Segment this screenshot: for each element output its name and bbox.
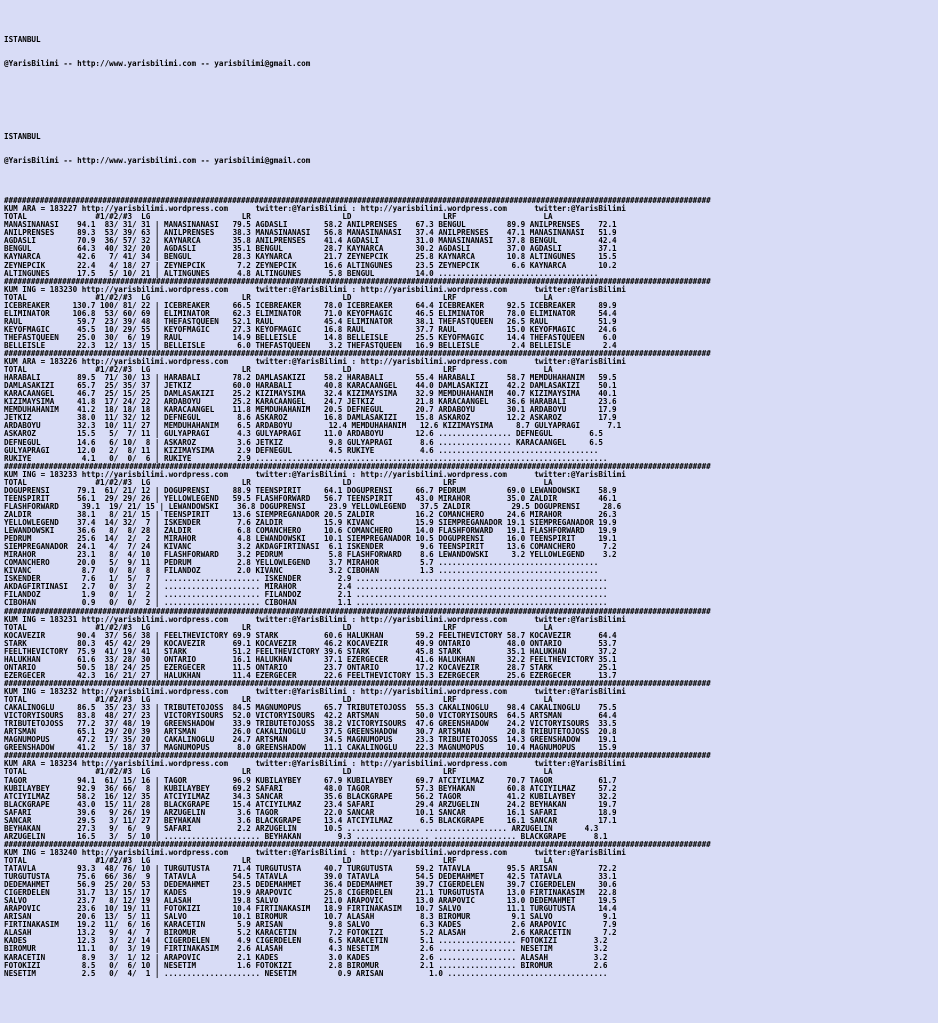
horse-row-line: ELIMINATOR 106.8 53/ 60/ 69 | ELIMINATOR 62.3 ELIMINATOR 71.0 KEYOFMAGIC 46.5 ELIMINATOR 78.0 ELIMINATOR 54.4 — [4, 308, 617, 318]
horse-row-line: ALTINGUNES 17.5 5/ 10/ 21 | ALTINGUNES 4.8 ALTINGUNES 5.8 BENGUL 14.0 ................................... — [4, 268, 599, 278]
column-header-line: TOTAL #1/#2/#3 LG LR LD LRF LA — [4, 365, 553, 375]
horse-row-line: TATAVLA 93.3 48/ 76/ 10 | TURGUTUSTA 71.4 TURGUTUSTA 40.7 TURGUTUSTA 59.2 TATAVLA 95.5 ARISAN 72.2 — [4, 864, 617, 874]
horse-row-line: ARTSMAN 65.1 29/ 20/ 39 | ARTSMAN 26.0 CAKALINOGLU 37.5 GREENSHADOW 30.7 ARTSMAN 20.8 TRIBUTETOJOSS 20.8 — [4, 727, 617, 737]
horse-row-line: DAMLASAKIZI 65.7 25/ 35/ 37 | JETKIZ 60.0 HARABALI 40.8 KARACAANGEL 44.0 DAMLASAKIZI 42.2 DAMLASAKIZI 50.1 — [4, 381, 617, 391]
horse-row-line: DEFNEGUL 14.6 6/ 10/ 8 | ASKAROZ 3.6 JETKIZ 9.8 GULYAPRAGI 8.6 ................ KARACAANGEL 6.5 — [4, 437, 603, 447]
horse-row-line: GULYAPRAGI 12.0 2/ 8/ 11 | KIZIMAYSIMA 2.9 DEFNEGUL 4.5 RUKIYE 4.6 ................................... — [4, 445, 599, 455]
column-header-line: TOTAL #1/#2/#3 LG LR LD LRF LA — [4, 622, 553, 632]
column-header-line: TOTAL #1/#2/#3 LG LR LD LRF LA — [4, 292, 553, 302]
horse-row-line: MAGNUMOPUS 47.2 17/ 35/ 20 | CAKALINOGLU 24.7 ARTSMAN 34.5 MAGNUMOPUS 23.3 TRIBUTETOJOSS 14.3 GREENSHADOW 19.1 — [4, 735, 617, 745]
horse-row-line: FIRTINAKASIM 19.2 11/ 6/ 16 | KARACETIN 5.9 ARISAN 9.8 SALVO 6.3 KADES 2.6 ARAPOVIC 7.9 — [4, 920, 617, 930]
race-tables — [4, 197, 938, 978]
column-header-line: TOTAL #1/#2/#3 LG LR LD LRF LA — [4, 767, 553, 777]
horse-row-line: COMANCHERO 20.0 5/ 9/ 11 | PEDRUM 2.8 YELLOWLEGEND 3.7 MIRAHOR 5.7 ................................... — [4, 558, 599, 568]
horse-row-line: CIBOHAN 0.9 0/ 0/ 2 | ..................... CIBOHAN 1.1 ....................................................... — [4, 598, 608, 608]
horse-row-line: TEENSPIRIT 56.1 29/ 29/ 26 | YELLOWLEGEND 59.5 FLASHFORWARD 56.7 TEENSPIRIT 43.0 MIRAHOR 35.0 ZALDIR 46.1 — [4, 493, 617, 503]
horse-row-line: SIEMPREGANADOR 24.1 4/ 7/ 24 | KIVANC 3.2 AKDAGFIRTINASI 6.1 ISKENDER 9.6 TEENSPIRIT 13.6 COMANCHERO 7.2 — [4, 542, 617, 552]
column-header-line: TOTAL #1/#2/#3 LG LR LD LRF LA — [4, 477, 553, 487]
horse-row-line: AKDAGFIRTINASI 2.7 0/ 3/ 2 | ..................... MIRAHOR 2.4 ....................................................... — [4, 582, 608, 592]
horse-row-line: BENGUL 64.3 40/ 32/ 20 | AGDASLI 35.1 BENGUL 28.7 KAYNARCA 30.2 AGDASLI 37.0 AGDASLI 37.1 — [4, 244, 617, 254]
horse-row-line: KADES 12.3 3/ 2/ 14 | CIGERDELEN 4.9 CIGERDELEN 6.5 KARACETIN 5.1 ................. FOTOKIZI 3.2 — [4, 936, 608, 946]
horse-row-line: RUKIYE 4.1 0/ 0/ 6 | RUKIYE 2.9 ............................................................................. — [4, 453, 608, 463]
horse-row-line: RAUL 59.7 23/ 39/ 48 | THEFASTQUEEN 52.1 RAUL 45.4 ELIMINATOR 38.1 THEFASTQUEEN 26.5 RAUL 51.9 — [4, 316, 617, 326]
city-title: ISTANBUL — [4, 131, 41, 141]
horse-row-line: ALASAH 13.2 9/ 4/ 7 | BIROMUR 5.2 KARACETIN 7.2 FOTOKIZI 5.2 ALASAH 2.6 KARACETIN 7.2 — [4, 928, 617, 938]
horse-row-line: ZEYNEPCIK 22.4 4/ 18/ 27 | ZEYNEPCIK 7.2 ZEYNEPCIK 16.6 ALTINGUNES 23.5 ZEYNEPCIK 6.6 KAYNARCA 10.2 — [4, 260, 617, 270]
horse-row-line: TRIBUTETOJOSS 77.2 37/ 48/ 19 | GREENSHADOW 33.9 TRIBUTETOJOSS 38.2 VICTORYISOURS 47.6 GREENSHADOW 24.2 VICTORYISOURS 33.5 — [4, 719, 617, 729]
race-header-line: KUM ING = 183232 http://yarisbilimi.wordpress.com twitter:@YarisBilimi : http://yarisbilimi.wordpress.com twitter:@YarisBilimi — [4, 686, 626, 696]
horse-row-line: EZERGECER 42.3 16/ 21/ 27 | HALUKHAN 11.4 EZERGECER 22.6 FEELTHEVICTORY 15.3 EZERGECER 25.6 EZERGECER 13.7 — [4, 670, 617, 680]
separator-line: ############################################################################################################################################################## — [4, 349, 711, 359]
site-contact-line: @YarisBilimi -- http://www.yarisbilimi.com -- yarisbilimi@gmail.com — [4, 155, 311, 165]
horse-row-line: AGDASLI 70.9 36/ 57/ 32 | KAYNARCA 35.8 ANILPRENSES 41.4 AGDASLI 31.0 MANASINANASI 37.8 BENGUL 42.4 — [4, 236, 617, 246]
horse-row-line: SALVO 23.7 8/ 12/ 19 | ALASAH 19.8 SALVO 21.0 ARAPOVIC 13.0 ARAPOVIC 13.0 DEDEMAHMET 19.5 — [4, 896, 617, 906]
horse-row-line: BEYHAKAN 27.3 9/ 6/ 9 | SAFARI 2.2 ARZUGELIN 10.5 ................ .................. ARZUGELIN 4.3 — [4, 823, 599, 833]
separator-line: ############################################################################################################################################################## — [4, 839, 711, 849]
horse-row-line: ICEBREAKER 130.7 100/ 81/ 22 | ICEBREAKER 66.5 ICEBREAKER 78.0 ICEBREAKER 64.4 ICEBREAKER 92.5 ICEBREAKER 89.9 — [4, 300, 617, 310]
separator-line: ############################################################################################################################################################## — [4, 606, 711, 616]
race-header-line: KUM ING = 183230 http://yarisbilimi.wordpress.com twitter:@YarisBilimi : http://yarisbilimi.wordpress.com twitter:@YarisBilimi — [4, 284, 626, 294]
horse-row-line: GREENSHADOW 41.2 5/ 18/ 37 | MAGNUMOPUS 8.0 GREENSHADOW 11.1 CAKALINOGLU 22.3 MAGNUMOPUS 10.4 MAGNUMOPUS 15.9 — [4, 743, 617, 753]
horse-row-line: KARACETIN 8.9 3/ 1/ 12 | ARAPOVIC 2.1 KADES 3.0 KADES 2.6 ................. ALASAH 3.2 — [4, 952, 608, 962]
column-header-line: TOTAL #1/#2/#3 LG LR LD LRF LA — [4, 695, 553, 705]
race-header-line: KUM ING = 183233 http://yarisbilimi.wordpress.com twitter:@YarisBilimi : http://yarisbilimi.wordpress.com twitter:@YarisBilimi — [4, 469, 626, 479]
horse-row-line: LEWANDOWSKI 36.6 8/ 8/ 28 | ZALDIR 6.8 COMANCHERO 10.6 COMANCHERO 14.0 FLASHFORWARD 19.1 FLASHFORWARD 19.9 — [4, 526, 617, 536]
horse-row-line: ARAPOVIC 23.6 10/ 19/ 11 | FOTOKIZI 10.4 FIRTINAKASIM 18.9 FIRTINAKASIM 10.7 SALVO 11.1 TURGUTUSTA 14.4 — [4, 904, 617, 914]
separator-line: ############################################################################################################################################################## — [4, 196, 711, 206]
column-header-line: TOTAL #1/#2/#3 LG LR LD LRF LA — [4, 212, 553, 222]
horse-row-line: ISKENDER 7.6 1/ 5/ 7 | ..................... ISKENDER 2.9 ....................................................... — [4, 574, 608, 584]
horse-row-line: FOTOKIZI 8.5 0/ 6/ 10 | NESETIM 1.6 FOTOKIZI 2.8 BIROMUR 2.1 ................. BIROMUR 2.6 — [4, 960, 608, 970]
horse-row-line: ARISAN 20.6 13/ 5/ 11 | SALVO 10.1 BIROMUR 10.7 ALASAH 8.3 BIROMUR 9.1 SALVO 9.1 — [4, 912, 617, 922]
horse-row-line: HALUKHAN 61.6 33/ 28/ 30 | ONTARIO 16.1 HALUKHAN 37.1 EZERGECER 41.6 HALUKHAN 32.2 FEELTHEVICTORY 35.1 — [4, 654, 617, 664]
horse-row-line: NESETIM 2.5 0/ 4/ 1 | ..................... NESETIM 0.9 ARISAN 1.0 ................................... — [4, 968, 608, 978]
horse-row-line: ARZUGELIN 16.5 3/ 5/ 10 | ..................... BEYHAKAN 9.3 ................ .................. BLACKGRAPE 8.1 — [4, 831, 608, 841]
race-header-line: KUM ARA = 183227 http://yarisbilimi.wordpress.com twitter:@YarisBilimi : http://yarisbilimi.wordpress.com twitter:@YarisBilimi — [4, 204, 626, 214]
separator-line: ############################################################################################################################################################## — [4, 276, 711, 286]
horse-row-line: TAGOR 94.1 61/ 15/ 16 | TAGOR 96.9 KUBILAYBEY 67.9 KUBILAYBEY 69.7 ATCIYILMAZ 70.7 TAGOR 61.7 — [4, 775, 617, 785]
race-header-line: KUM ING = 183240 http://yarisbilimi.wordpress.com twitter:@YarisBilimi : http://yarisbilimi.wordpress.com twitter:@YarisBilimi — [4, 847, 626, 857]
separator-line: ############################################################################################################################################################## — [4, 461, 711, 471]
horse-row-line: JETKIZ 38.0 11/ 32/ 12 | DEFNEGUL 8.6 ASKAROZ 16.8 DAMLASAKIZI 15.8 ASKAROZ 12.2 ASKAROZ 17.9 — [4, 413, 617, 423]
horse-row-line: KAYNARCA 42.6 7/ 41/ 34 | BENGUL 28.3 KAYNARCA 21.7 ZEYNEPCIK 25.8 KAYNARCA 10.8 ALTINGUNES 15.5 — [4, 252, 617, 262]
horse-row-line: ONTARIO 50.5 18/ 24/ 25 | EZERGECER 11.5 ONTARIO 23.7 ONTARIO 17.2 KOCAVEZIR 28.7 STARK 25.1 — [4, 662, 617, 672]
horse-row-line: STARK 80.3 45/ 42/ 29 | KOCAVEZIR 69.1 KOCAVEZIR 46.2 KOCAVEZIR 49.9 ONTARIO 48.0 ONTARIO 53.7 — [4, 638, 617, 648]
city-title: ISTANBUL — [4, 35, 41, 45]
horse-row-line: ZALDIR 38.1 8/ 21/ 15 | TEENSPIRIT 13.6 SIEMPREGANADOR 20.5 ZALDIR 16.2 COMANCHERO 24.6 MIRAHOR 26.3 — [4, 509, 617, 519]
horse-row-line: CAKALINOGLU 86.5 35/ 23/ 33 | TRIBUTETOJOSS 84.5 MAGNUMOPUS 65.7 TRIBUTETOJOSS 55.3 CAKALINOGLU 98.4 CAKALINOGLU 75.5 — [4, 703, 617, 713]
separator-line: ############################################################################################################################################################## — [4, 751, 711, 761]
horse-row-line: BLACKGRAPE 43.0 15/ 11/ 28 | BLACKGRAPE 15.4 ATCIYILMAZ 23.4 SAFARI 29.4 ARZUGELIN 24.2 BEYHAKAN 19.7 — [4, 799, 617, 809]
horse-row-line: VICTORYISOURS 83.8 48/ 27/ 23 | VICTORYISOURS 52.0 VICTORYISOURS 42.2 ARTSMAN 50.0 VICTORYISOURS 64.5 ARTSMAN 64.4 — [4, 711, 617, 721]
horse-row-line: MIRAHOR 23.1 8/ 4/ 10 | FLASHFORWARD 3.2 PEDRUM 5.8 FLASHFORWARD 8.6 LEWANDOWSKI 3.2 YELLOWLEGEND 3.2 — [4, 550, 617, 560]
horse-row-line: DOGUPRENSI 79.1 61/ 21/ 12 | DOGUPRENSI 88.9 TEENSPIRIT 64.1 DOGUPRENSI 66.7 PEDRUM 69.0 LEWANDOWSKI 58.9 — [4, 485, 617, 495]
spacer-line — [4, 109, 938, 117]
horse-row-line: KUBILAYBEY 92.9 36/ 66/ 8 | KUBILAYBEY 69.2 SAFARI 48.0 TAGOR 57.3 BEYHAKAN 60.8 ATCIYILMAZ 57.2 — [4, 783, 617, 793]
horse-row-line: TURGUTUSTA 75.6 66/ 36/ 9 | TATAVLA 54.5 TATAVLA 39.0 TATAVLA 54.5 DEDEMAHMET 42.5 TATAVLA 33.1 — [4, 872, 617, 882]
horse-row-line: FILANDOZ 1.9 0/ 1/ 2 | ..................... FILANDOZ 2.1 ....................................................... — [4, 590, 608, 600]
site-contact-line: @YarisBilimi -- http://www.yarisbilimi.com -- yarisbilimi@gmail.com — [4, 59, 311, 69]
horse-row-line: SAFARI 39.6 9/ 26/ 19 | ARZUGELIN 3.6 TAGOR 22.0 SANCAR 10.1 SANCAR 16.1 SAFARI 18.9 — [4, 807, 617, 817]
column-header-line: TOTAL #1/#2/#3 LG LR LD LRF LA — [4, 855, 553, 865]
report-header — [4, 20, 938, 181]
horse-row-line: ATCIYILMAZ 58.2 16/ 12/ 35 | ATCIYILMAZ 34.3 SANCAR 35.6 BLACKGRAPE 56.2 TAGOR 41.2 KUBILAYBEY 32.2 — [4, 791, 617, 801]
horse-row-line: ARDABOYU 32.3 10/ 11/ 27 | MEMDUHAHANIM 6.5 ARDABOYU 12.4 MEMDUHAHANIM 12.6 KIZIMAYSIMA 8.7 GULYAPRAGI 7.1 — [4, 421, 622, 431]
horse-row-line: MEMDUHAHANIM 41.2 18/ 18/ 18 | KARACAANGEL 11.8 MEMDUHAHANIM 20.5 DEFNEGUL 20.7 ARDABOYU 30.1 ARDABOYU 17.9 — [4, 405, 617, 415]
race-header-line: KUM ING = 183231 http://yarisbilimi.wordpress.com twitter:@YarisBilimi : http://yarisbilimi.wordpress.com twitter:@YarisBilimi — [4, 614, 626, 624]
horse-row-line: ASKAROZ 15.5 5/ 7/ 11 | GULYAPRAGI 4.3 GULYAPRAGI 11.0 ARDABOYU 12.6 ................ DEFNEGUL 6.5 — [4, 429, 603, 439]
race-header-line: KUM ARA = 183234 http://yarisbilimi.wordpress.com twitter:@YarisBilimi : http://yarisbilimi.wordpress.com twitter:@YarisBilimi — [4, 759, 626, 769]
horse-row-line: HARABALI 89.5 71/ 30/ 13 | HARABALI 78.2 DAMLASAKIZI 58.2 HARABALI 55.4 HARABALI 58.7 MEMDUHAHANIM 59.5 — [4, 373, 617, 383]
horse-row-line: KIVANC 8.7 0/ 8/ 8 | FILANDOZ 2.0 KIVANC 3.2 CIBOHAN 1.3 ................................... — [4, 566, 599, 576]
horse-row-line: MANASINANASI 94.1 83/ 31/ 31 | MANASINANASI 79.5 AGDASLI 58.2 ANILPRENSES 67.3 BENGUL 89.9 ANILPRENSES 72.1 — [4, 220, 617, 230]
horse-row-line: KARACAANGEL 46.7 25/ 15/ 25 | DAMLASAKIZI 25.2 KIZIMAYSIMA 32.4 KIZIMAYSIMA 32.9 MEMDUHAHANIM 40.7 KIZIMAYSIMA 40.1 — [4, 389, 617, 399]
horse-row-line: SANCAR 29.5 3/ 11/ 27 | BEYHAKAN 3.6 BLACKGRAPE 13.4 ATCIYILMAZ 6.5 BLACKGRAPE 16.1 SANCAR 17.1 — [4, 815, 617, 825]
horse-row-line: KIZIMAYSIMA 41.8 17/ 24/ 22 | ARDABOYU 25.2 KARACAANGEL 24.7 JETKIZ 21.8 KARACAANGEL 36.6 HARABALI 23.6 — [4, 397, 617, 407]
horse-row-line: KEYOFMAGIC 45.5 10/ 29/ 55 | KEYOFMAGIC 27.3 KEYOFMAGIC 16.8 RAUL 37.7 RAUL 15.0 KEYOFMAGIC 24.6 — [4, 324, 617, 334]
horse-row-line: CIGERDELEN 31.7 13/ 15/ 17 | KADES 19.9 ARAPOVIC 25.8 CIGERDELEN 21.1 TURGUTUSTA 13.0 FIRTINAKASIM 22.8 — [4, 888, 617, 898]
horse-row-line: PEDRUM 25.6 14/ 2/ 2 | MIRAHOR 4.8 LEWANDOWSKI 10.1 SIEMPREGANADOR 10.5 DOGUPRENSI 16.0 TEENSPIRIT 19.1 — [4, 534, 617, 544]
horse-row-line: DEDEMAHMET 56.9 25/ 20/ 53 | DEDEMAHMET 23.5 DEDEMAHMET 36.4 DEDEMAHMET 39.7 CIGERDELEN 39.7 CIGERDELEN 30.6 — [4, 880, 617, 890]
separator-line: ############################################################################################################################################################## — [4, 678, 711, 688]
horse-row-line: ANILPRENSES 89.3 53/ 39/ 63 | ANILPRENSES 38.3 MANASINANASI 56.8 MANASINANASI 37.4 ANILPRENSES 47.1 MANASINANASI 51.9 — [4, 228, 617, 238]
spacer-line — [4, 84, 938, 92]
race-header-line: KUM ARA = 183226 http://yarisbilimi.wordpress.com twitter:@YarisBilimi : http://yarisbilimi.wordpress.com twitter:@YarisBilimi — [4, 357, 626, 367]
horse-row-line: KOCAVEZIR 90.4 37/ 56/ 38 | FEELTHEVICTORY 69.9 STARK 60.6 HALUKHAN 59.2 FEELTHEVICTORY 58.7 KOCAVEZIR 64.4 — [4, 630, 617, 640]
horse-row-line: THEFASTQUEEN 25.0 30/ 6/ 19 | RAUL 14.9 BELLEISLE 14.8 BELLEISLE 25.5 KEYOFMAGIC 14.4 THEFASTQUEEN 6.0 — [4, 332, 617, 342]
horse-row-line: FEELTHEVICTORY 75.9 41/ 19/ 41 | STARK 51.2 FEELTHEVICTORY 39.6 STARK 45.8 STARK 35.1 HALUKHAN 37.2 — [4, 646, 617, 656]
horse-row-line: BELLEISLE 22.3 12/ 13/ 15 | BELLEISLE 6.0 THEFASTQUEEN 3.2 THEFASTQUEEN 16.9 BELLEISLE 2.4 BELLEISLE 2.4 — [4, 340, 617, 350]
horse-row-line: FLASHFORWARD 39.1 19/ 21/ 15 | LEWANDOWSKI 36.8 DOGUPRENSI 23.9 YELLOWLEGEND 37.5 ZALDIR 29.5 DOGUPRENSI 28.6 — [4, 501, 622, 511]
horse-row-line: YELLOWLEGEND 37.4 14/ 32/ 7 | ISKENDER 7.6 ZALDIR 15.9 KIVANC 15.9 SIEMPREGANADOR 19.1 SIEMPREGANADOR 19.9 — [4, 518, 617, 527]
horse-row-line: BIROMUR 11.1 0/ 3/ 19 | FIRTINAKASIM 2.6 ALASAH 4.3 NESETIM 2.6 ................. NESETIM 3.2 — [4, 944, 608, 954]
